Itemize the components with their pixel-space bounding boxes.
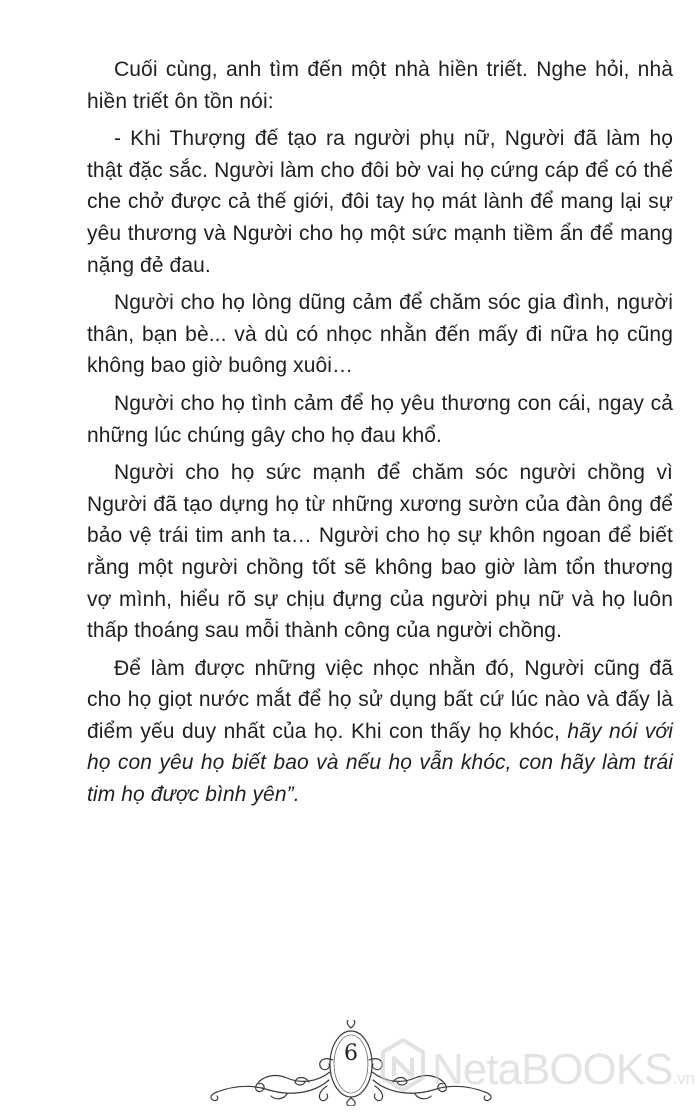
- paragraph: Người cho họ lòng dũng cảm để chăm sóc gia đình, người thân, bạn bè... và dù có nhọc nhằn đến mấy đi nữa họ cũng không bao giờ buông xuôi…: [87, 291, 673, 378]
- paragraph: Người cho họ tình cảm để họ yêu thương con cái, ngay cả những lúc chúng gây cho họ đau khổ.: [87, 391, 673, 447]
- paragraph-plain-text: Để làm được những việc nhọc nhằn đó, Người cũng đã cho họ giọt nước mắt để họ sử dụng bất cứ lúc nào và đấy là điểm yếu duy nhất của họ. Khi con thấy họ khóc,: [87, 656, 673, 743]
- page-number: 6: [344, 1041, 358, 1066]
- paragraph: Người cho họ sức mạnh để chăm sóc người chồng vì Người đã tạo dựng họ từ những xương sườn của đàn ông để bảo vệ trái tim anh ta… Người cho họ sự khôn ngoan để biết rằng một người chồng tốt sẽ không bao giờ làm tổn thương vợ mình, hiểu rõ sự chịu đựng của người phụ nữ và họ luôn thấp thoáng sau mỗi thành công của người chồng.: [87, 461, 673, 643]
- netabooks-logo-icon: [378, 1036, 428, 1096]
- watermark-brand: NetaBOOKS: [432, 1045, 673, 1094]
- paragraph: - Khi Thượng đế tạo ra người phụ nữ, Người đã làm họ thật đặc sắc. Người làm cho đôi bờ vai họ cứng cáp để có thể che chở được cả thế giới, đôi tay họ mát lành để mang lại sự yêu thương và Người cho họ một sức mạnh tiềm ẩn để mang nặng đẻ đau.: [87, 127, 673, 277]
- watermark-text: [432, 1042, 695, 1107]
- watermark: [378, 1034, 694, 1114]
- watermark-suffix: .vn: [672, 1069, 696, 1088]
- paragraph: Cuối cùng, anh tìm đến một nhà hiền triết. Nghe hỏi, nhà hiền triết ôn tồn nói:: [87, 58, 673, 113]
- paragraph-last: [87, 653, 673, 811]
- page-body: [87, 54, 673, 817]
- paragraph-italic-text: hãy nói với họ con yêu họ biết bao và nếu họ vẫn khóc, con hãy làm trái tim họ được bình yên”.: [87, 719, 673, 807]
